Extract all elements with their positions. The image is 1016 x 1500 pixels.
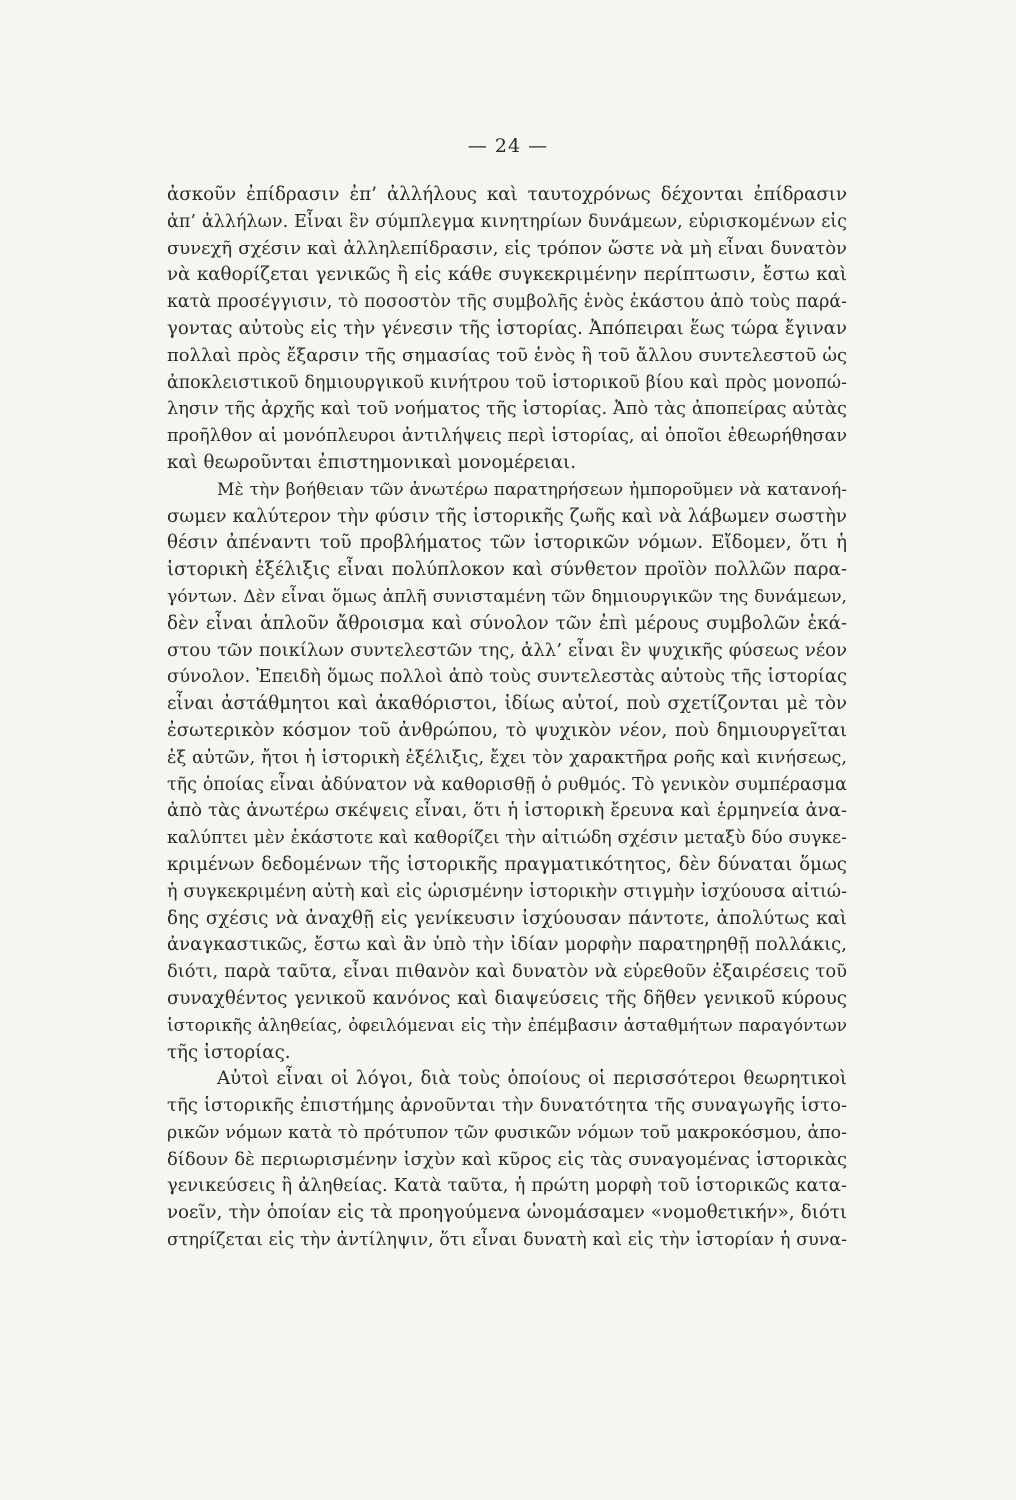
text-line: διότι, παρὰ ταῦτα, εἶναι πιθανὸν καὶ δυνατὸν νὰ εὑρεθοῦν ἐξαιρέσεις τοῦ bbox=[167, 961, 847, 983]
text-line: κατὰ προσέγγισιν, τὸ ποσοστὸν τῆς συμβολῆς ἑνὸς ἑκάστου ἀπὸ τοὺς παρά- bbox=[167, 292, 847, 313]
text-line: ἀπ’ ἀλλήλων. Εἶναι ἓν σύμπλεγμα κινητηρίων δυνάμεων, εὑρισκομένων εἰς bbox=[167, 211, 847, 232]
text-line: Μὲ τὴν βοήθειαν τῶν ἀνωτέρω παρατηρήσεων ἠμποροῦμεν νὰ κατανοή- bbox=[217, 479, 847, 500]
text-line: τῆς ἱστορίας. bbox=[167, 1041, 291, 1063]
text-line: δίδουν δὲ περιωρισμένην ἰσχὺν καὶ κῦρος εἰς τὰς συναγομένας ἱστορικὰς bbox=[167, 1148, 847, 1170]
text-line: ἐξ αὐτῶν, ἤτοι ἡ ἱστορικὴ ἐξέλιξις, ἔχει τὸν χαρακτῆρα ροῆς καὶ κινήσεως, bbox=[167, 747, 847, 768]
text-line: θέσιν ἀπέναντι τοῦ προβλήματος τῶν ἱστορικῶν νόμων. Εἴδομεν, ὅτι ἡ bbox=[167, 532, 847, 554]
text-line: γοντας αὐτοὺς εἰς τὴν γένεσιν τῆς ἱστορίας. Ἀπόπειραι ἕως τώρα ἔγιναν bbox=[167, 317, 847, 339]
text-line: καλύπτει μὲν ἑκάστοτε καὶ καθορίζει τὴν αἰτιώδη σχέσιν μεταξὺ δύο συγκε- bbox=[167, 828, 847, 849]
text-line: κριμένων δεδομένων τῆς ἱστορικῆς πραγματικότητος, δὲν δύναται ὅμως bbox=[167, 853, 847, 875]
text-line: λησιν τῆς ἀρχῆς καὶ τοῦ νοήματος τῆς ἱστορίας. Ἀπὸ τὰς ἀποπείρας αὐτὰς bbox=[167, 399, 847, 420]
text-line: εἶναι ἀστάθμητοι καὶ ἀκαθόριστοι, ἰδίως αὐτοί, ποὺ σχετίζονται μὲ τὸν bbox=[167, 693, 847, 715]
text-line: Αὐτοὶ εἶναι οἱ λόγοι, διὰ τοὺς ὁποίους οἱ περισσότεροι θεωρητικοὶ bbox=[217, 1068, 847, 1090]
text-line: προῆλθον αἱ μονόπλευροι ἀντιλήψεις περὶ ἱστορίας, αἱ ὁποῖοι ἐθεωρήθησαν bbox=[167, 426, 847, 447]
text-line: στου τῶν ποικίλων συντελεστῶν της, ἀλλ’ εἶναι ἓν ψυχικῆς φύσεως νέον bbox=[167, 639, 847, 661]
text-line: δης σχέσις νὰ ἀναχθῇ εἰς γενίκευσιν ἰσχύουσαν πάντοτε, ἀπολύτως καὶ bbox=[167, 907, 847, 929]
text-line: ἀπὸ τὰς ἀνωτέρω σκέψεις εἶναι, ὅτι ἡ ἱστορικὴ ἔρευνα καὶ ἑρμηνεία ἀνα- bbox=[167, 800, 847, 822]
body-text bbox=[167, 182, 847, 1254]
text-line: ἀποκλειστικοῦ δημιουργικοῦ κινήτρου τοῦ ἱστορικοῦ βίου καὶ πρὸς μονοπώ- bbox=[167, 372, 847, 393]
text-line: ἡ συγκεκριμένη αὐτὴ καὶ εἰς ὡρισμένην ἱστορικὴν στιγμὴν ἰσχύουσα αἰτιώ- bbox=[167, 881, 847, 902]
text-line: στηρίζεται εἰς τὴν ἀντίληψιν, ὅτι εἶναι δυνατὴ καὶ εἰς τὴν ἱστορίαν ἡ συνα- bbox=[167, 1230, 847, 1251]
text-line: δὲν εἶναι ἁπλοῦν ἄθροισμα καὶ σύνολον τῶν ἐπὶ μέρους συμβολῶν ἑκά- bbox=[167, 612, 847, 634]
text-line: τῆς ὁποίας εἶναι ἀδύνατον νὰ καθορισθῇ ὁ ρυθμός. Τὸ γενικὸν συμπέρασμα bbox=[167, 774, 847, 795]
text-line: γόντων. Δὲν εἶναι ὅμως ἁπλῆ συνισταμένη τῶν δημιουργικῶν της δυνάμεων, bbox=[167, 586, 847, 607]
text-line: γενικεύσεις ἢ ἀληθείας. Κατὰ ταῦτα, ἡ πρώτη μορφὴ τοῦ ἱστορικῶς κατα- bbox=[167, 1175, 847, 1197]
text-line: ἱστορικὴ ἐξέλιξις εἶναι πολύπλοκον καὶ σύνθετον προϊὸν πολλῶν παρα- bbox=[167, 559, 847, 581]
text-line: πολλαὶ πρὸς ἔξαρσιν τῆς σημασίας τοῦ ἑνὸς ἢ τοῦ ἄλλου συντελεστοῦ ὡς bbox=[167, 344, 847, 366]
text-line: ἀναγκαστικῶς, ἔστω καὶ ἂν ὑπὸ τὴν ἰδίαν μορφὴν παρατηρηθῇ πολλάκις, bbox=[167, 934, 847, 956]
text-line: ρικῶν νόμων κατὰ τὸ πρότυπον τῶν φυσικῶν νόμων τοῦ μακροκόσμου, ἀπο- bbox=[167, 1122, 847, 1143]
text-line: συνεχῆ σχέσιν καὶ ἀλληλεπίδρασιν, εἰς τρόπον ὥστε νὰ μὴ εἶναι δυνατὸν bbox=[167, 237, 847, 259]
text-line: σωμεν καλύτερον τὴν φύσιν τῆς ἱστορικῆς ζωῆς καὶ νὰ λάβωμεν σωστὴν bbox=[167, 505, 847, 527]
text-line: τῆς ἱστορικῆς ἐπιστήμης ἀρνοῦνται τὴν δυνατότητα τῆς συναγωγῆς ἱστο- bbox=[167, 1095, 847, 1117]
text-line: ἀσκοῦν ἐπίδρασιν ἐπ’ ἀλλήλους καὶ ταυτοχρόνως δέχονται ἐπίδρασιν bbox=[167, 184, 847, 205]
text-line: ἱστορικῆς ἀληθείας, ὀφειλόμεναι εἰς τὴν ἐπέμβασιν ἀσταθμήτων παραγόντων bbox=[167, 1015, 847, 1036]
page-number: — 24 — bbox=[467, 135, 549, 157]
text-line: νὰ καθορίζεται γενικῶς ἢ εἰς κάθε συγκεκριμένην περίπτωσιν, ἔστω καὶ bbox=[167, 264, 847, 286]
text-line: ἐσωτερικὸν κόσμον τοῦ ἀνθρώπου, τὸ ψυχικὸν νέον, ποὺ δημιουργεῖται bbox=[167, 719, 847, 741]
text-line: καὶ θεωροῦνται ἐπιστημονικαὶ μονομέρειαι. bbox=[167, 451, 576, 473]
text-line: σύνολον. Ἐπειδὴ ὅμως πολλοὶ ἀπὸ τοὺς συντελεστὰς αὐτοὺς τῆς ἱστορίας bbox=[167, 666, 847, 688]
text-line: νοεῖν, τὴν ὁποίαν εἰς τὰ προηγούμενα ὠνομάσαμεν «νομοθετικήν», διότι bbox=[167, 1202, 847, 1224]
text-line: συναχθέντος γενικοῦ κανόνος καὶ διαψεύσεις τῆς δῆθεν γενικοῦ κύρους bbox=[167, 987, 847, 1009]
